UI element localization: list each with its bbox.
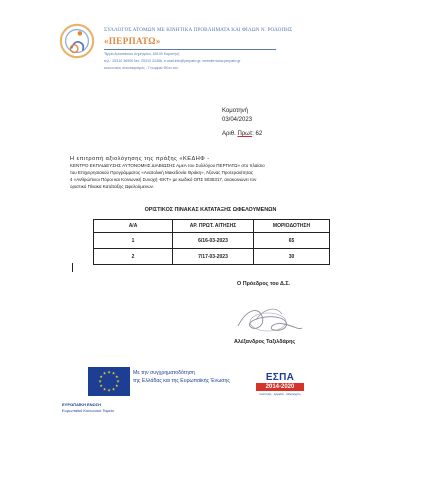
cell-protocol: 7/17-03-2023 bbox=[173, 249, 254, 265]
announcement-text bbox=[70, 156, 348, 191]
cell-protocol: 6/16-03-2023 bbox=[173, 233, 254, 249]
svg-text:★: ★ bbox=[107, 369, 111, 375]
svg-text:★: ★ bbox=[102, 386, 107, 392]
svg-text:★: ★ bbox=[102, 370, 107, 376]
signer-role: Ο Πρόεδρος του Δ.Σ. bbox=[237, 281, 291, 287]
eu-flag-icon bbox=[88, 367, 130, 396]
svg-text:★: ★ bbox=[116, 378, 120, 384]
eu-fund-label: Ευρωπαϊκό Κοινωνικό Ταμείο bbox=[62, 408, 114, 413]
column-header-score: ΜΟΡΙΟΔΟΤΗΣΗ bbox=[254, 220, 330, 233]
espa-years: 2014-2020 bbox=[256, 383, 304, 391]
svg-text:★: ★ bbox=[99, 383, 103, 388]
svg-text:★: ★ bbox=[115, 383, 119, 388]
table-row bbox=[94, 249, 330, 265]
announcement-line-1: Η επιτροπή αξιολόγησης της πράξης «ΚΕΔΗΦ - bbox=[70, 156, 210, 162]
cofunding-line-1: Με την συγχρηματοδότηση bbox=[133, 370, 195, 376]
contact-line: τηλ.: 25310 36900 fax: 25310 32456, e-mail:info@perpato.gr, website:www.perpato.gr bbox=[104, 59, 241, 63]
announcement-line-4: 4 «Ανθρώπινοι Πόροι και Κοινωνική Συνοχή -ΕΚΤ» με κωδικό ΟΠΣ 5035317, ανακοινώνει τον bbox=[70, 176, 257, 182]
ref-value: : 62 bbox=[252, 131, 263, 137]
association-title: ΣΥΛΛΟΓΟΣ ΑΤΟΜΩΝ ΜΕ ΚΙΝΗΤΙΚΑ ΠΡΟΒΛΗΜΑΤΑ ΚΑΙ ΦΙΛΩΝ Ν. ΡΟΔΟΠΗΣ bbox=[104, 27, 293, 33]
letterhead-rule bbox=[104, 49, 276, 50]
announcement-line-2: ΚΕΝΤΡΟ ΕΚΠΑΙΔΕΥΣΗΣ ΑΥΤΟΝΟΜΗΣ ΔΙΑΒΙΩΣΗΣ ΑμεΑ του Συλλόγου ΠΕΡΠΑΤΩ» στο πλαίσιο bbox=[70, 163, 265, 168]
association-logo bbox=[58, 22, 96, 60]
eu-label: ΕΥΡΩΠΑΪΚΗ ΕΝΩΣΗ bbox=[62, 402, 102, 407]
svg-text:★: ★ bbox=[107, 387, 111, 393]
table-header-row bbox=[94, 220, 330, 233]
svg-text:★: ★ bbox=[99, 374, 103, 379]
cofunding-line-2: της Ελλάδας και της Ευρωπαϊκής Ένωσης bbox=[133, 378, 230, 384]
reference-number bbox=[222, 131, 262, 137]
place: Κομοτηνή bbox=[222, 108, 249, 114]
column-header-protocol: ΑΡ. ΠΡΩΤ. ΑΙΤΗΣΗΣ bbox=[173, 220, 254, 233]
espa-tagline: ανάπτυξη · εργασία · αλληλεγγύη bbox=[259, 392, 301, 396]
announcement-line-3: του Επιχειρησιακού Προγράμματος «Ανατολική Μακεδονία Θράκη», Άξονας Προτεραιότητας bbox=[70, 169, 254, 175]
table-row bbox=[94, 233, 330, 249]
ranking-table bbox=[93, 219, 330, 265]
ref-label: Αριθ. bbox=[222, 131, 236, 137]
cell-score: 65 bbox=[254, 233, 330, 249]
cell-aa: 1 bbox=[94, 233, 173, 249]
extra-line: κοινωνικός συνεταιρισμός - Γνωριμία Φίλοι του bbox=[104, 66, 179, 70]
handwritten-signature bbox=[228, 300, 308, 340]
svg-text:★: ★ bbox=[98, 378, 102, 384]
svg-text:★: ★ bbox=[111, 386, 116, 392]
cell-aa: 2 bbox=[94, 249, 173, 265]
announcement-line-5: οριστικό Πίνακα Κατάταξης Ωφελούμενων. bbox=[70, 183, 155, 189]
address-line: Τέρμα Αναστάσιου Δημητρίου, 69100 Κομοτηνή bbox=[104, 52, 180, 56]
association-name: «ΠΕΡΠΑΤΩ» bbox=[104, 36, 161, 46]
table-title: ΟΡΙΣΤΙΚΟΣ ΠΙΝΑΚΑΣ ΚΑΤΑΤΑΞΗΣ ΩΦΕΛΟΥΜΕΝΩΝ bbox=[144, 207, 277, 213]
svg-text:★: ★ bbox=[115, 374, 119, 379]
column-header-aa: Α/Α bbox=[94, 220, 173, 233]
date: 03/04/2023 bbox=[222, 117, 253, 123]
svg-text:★: ★ bbox=[111, 370, 116, 376]
text-cursor bbox=[72, 263, 73, 272]
signer-name: Αλέξανδρος Ταξιλδάρης bbox=[234, 339, 296, 345]
ref-word: Πρωτ bbox=[237, 131, 253, 137]
cell-score: 30 bbox=[254, 249, 330, 265]
espa-label: ΕΣΠΑ bbox=[265, 372, 295, 383]
